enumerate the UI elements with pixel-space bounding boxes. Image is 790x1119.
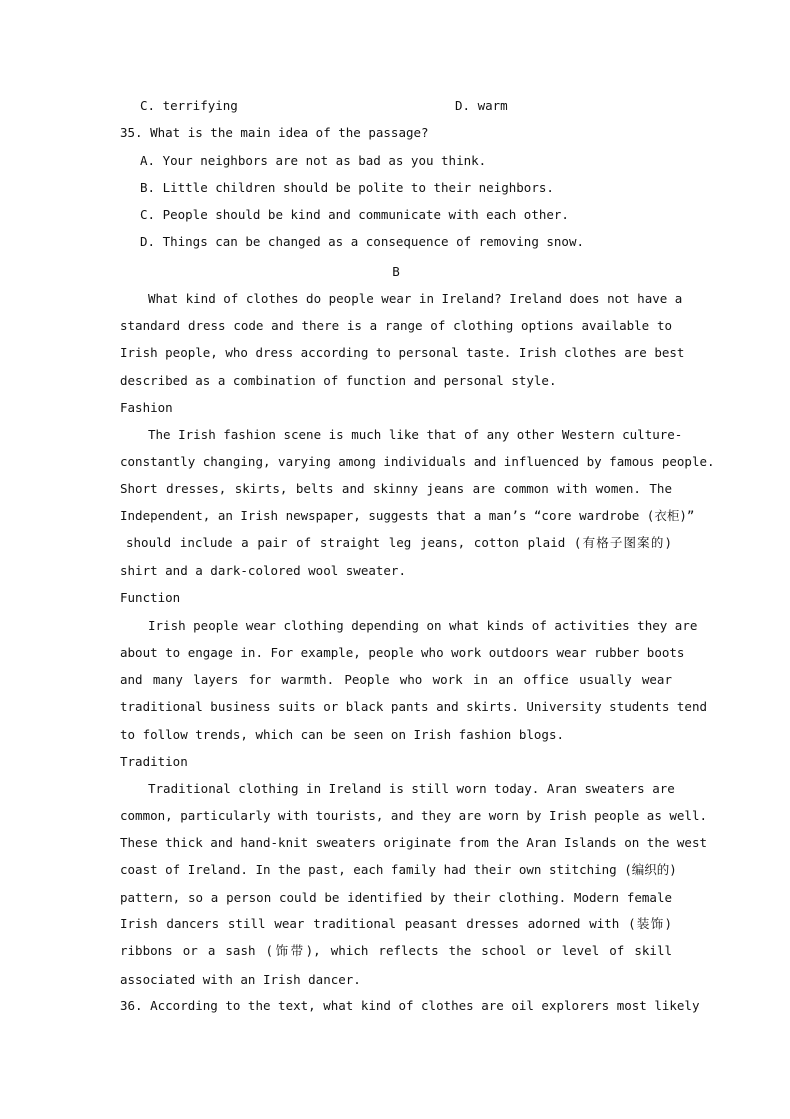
fashion-line: The Irish fashion scene is much like that of any other Western culture- (148, 427, 683, 442)
tradition-line: pattern, so a person could be identified by their clothing. Modern female (120, 890, 672, 905)
q34-option-d: D. warm (455, 98, 508, 113)
section-heading-function: Function (120, 590, 181, 605)
fashion-line: should include a pair of straight leg jeans, cotton plaid (有格子图案的) (126, 535, 672, 550)
q35-option-b: B. Little children should be polite to their neighbors. (140, 180, 554, 195)
intro-line: Irish people, who dress according to personal taste. Irish clothes are best (120, 345, 685, 360)
function-line: to follow trends, which can be seen on Irish fashion blogs. (120, 727, 565, 742)
q35-option-c: C. People should be kind and communicate with each other. (140, 207, 569, 222)
function-line: and many layers for warmth. People who work in an office usually wear (120, 672, 672, 687)
fashion-line: constantly changing, varying among individuals and influenced by famous people. (120, 454, 715, 469)
function-line: Irish people wear clothing depending on what kinds of activities they are (148, 618, 698, 633)
tradition-line: coast of Ireland. In the past, each family had their own stitching (编织的) (120, 862, 677, 877)
function-line: traditional business suits or black pants and skirts. University students tend (120, 699, 707, 714)
fashion-line: Independent, an Irish newspaper, suggests that a man’s “core wardrobe (衣柜)” (120, 508, 695, 523)
section-heading-tradition: Tradition (120, 754, 188, 769)
q34-option-c: C. terrifying (140, 98, 238, 113)
q35-question: 35. What is the main idea of the passage? (120, 125, 429, 140)
intro-line: standard dress code and there is a range of clothing options available to (120, 318, 672, 333)
tradition-line: associated with an Irish dancer. (120, 972, 361, 987)
q35-option-a: A. Your neighbors are not as bad as you think. (140, 153, 487, 168)
tradition-line: These thick and hand-knit sweaters originate from the Aran Islands on the west (120, 835, 707, 850)
function-line: about to engage in. For example, people who work outdoors wear rubber boots (120, 645, 685, 660)
tradition-line: Irish dancers still wear traditional peasant dresses adorned with (装饰) (120, 916, 672, 931)
fashion-line: Short dresses, skirts, belts and skinny jeans are common with women. The (120, 481, 672, 496)
intro-line: What kind of clothes do people wear in Ireland? Ireland does not have a (148, 291, 683, 306)
tradition-line: ribbons or a sash (饰带), which reflects the school or level of skill (120, 943, 672, 958)
intro-line: described as a combination of function and personal style. (120, 373, 557, 388)
tradition-line: common, particularly with tourists, and they are worn by Irish people as well. (120, 808, 707, 823)
section-heading-fashion: Fashion (120, 400, 173, 415)
tradition-line: Traditional clothing in Ireland is still worn today. Aran sweaters are (148, 781, 675, 796)
fashion-line: shirt and a dark-colored wool sweater. (120, 563, 406, 578)
passage-label: B (392, 264, 400, 279)
q35-option-d: D. Things can be changed as a consequence of removing snow. (140, 234, 585, 249)
q36-question: 36. According to the text, what kind of clothes are oil explorers most likely (120, 998, 700, 1013)
